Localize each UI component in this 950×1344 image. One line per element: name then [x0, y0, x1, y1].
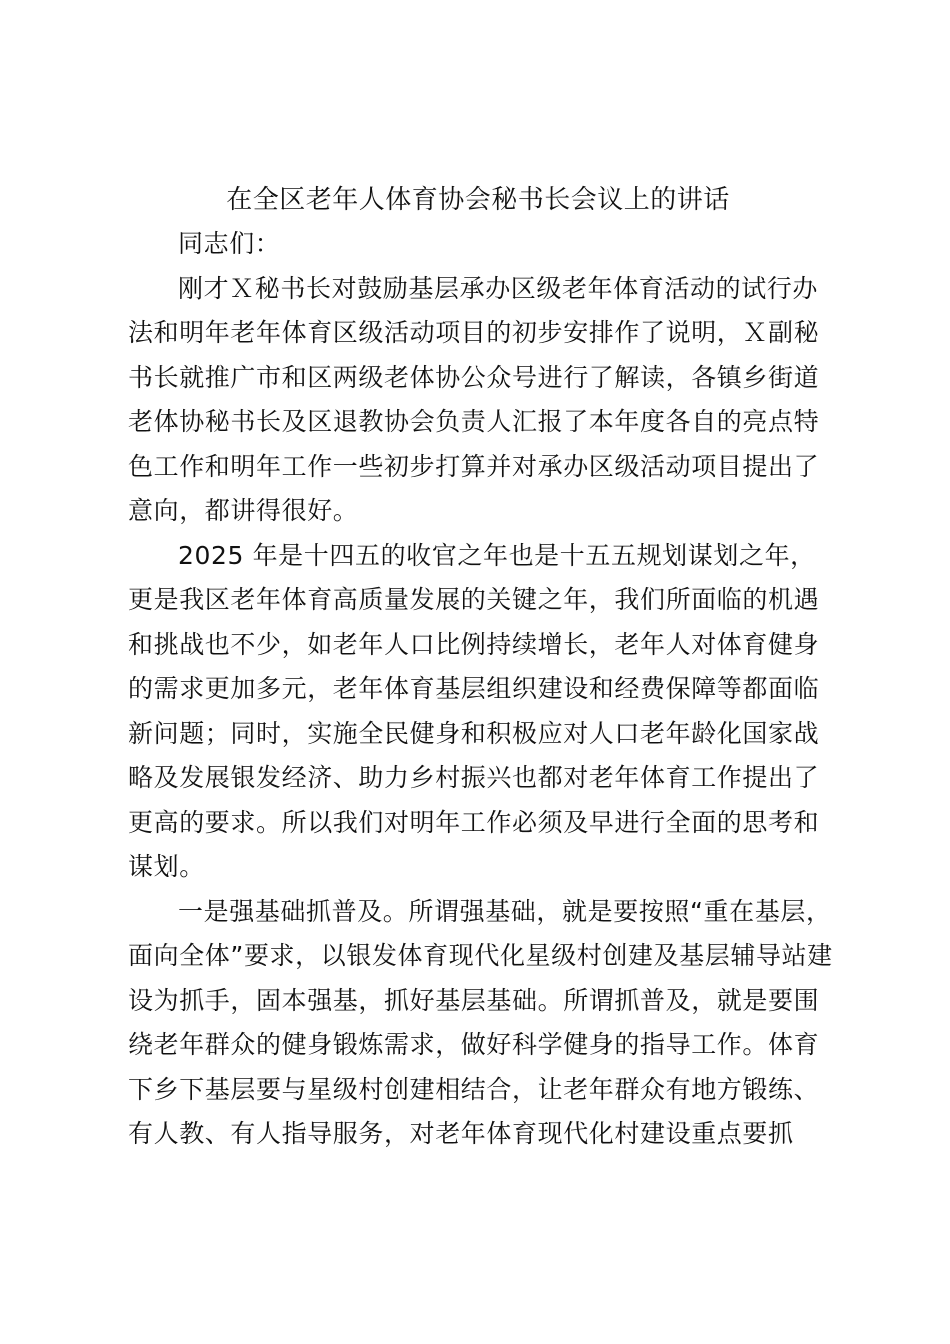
document-body — [128, 222, 833, 1157]
paragraph-line: 新问题；同时，实施全民健身和积极应对人口老年龄化国家战 — [128, 718, 820, 748]
paragraph-line: 有人教、有人指导服务，对老年体育现代化村建设重点要抓 — [128, 1119, 794, 1148]
paragraph-line: 更是我区老年体育高质量发展的关键之年，我们所面临的机遇 — [128, 585, 820, 614]
paragraph-line: 一是强基础抓普及。所谓强基础，就是要按照“重在基层， — [178, 896, 832, 926]
paragraph-line: 面向全体”要求，以银发体育现代化星级村创建及基层辅导站建 — [128, 941, 833, 970]
paragraph-line: 更高的要求。所以我们对明年工作必须及早进行全面的思考和 — [128, 807, 820, 837]
paragraph-line: 色工作和明年工作一些初步打算并对承办区级活动项目提出了 — [128, 451, 820, 481]
paragraph-line: 书长就推广市和区两级老体协公众号进行了解读，各镇乡街道 — [128, 362, 820, 392]
paragraph-1 — [128, 267, 828, 534]
paragraph-line: 老体协秘书长及区退教协会负责人汇报了本年度各自的亮点特 — [128, 407, 820, 436]
paragraph-line: 设为抓手，固本强基，抓好基层基础。所谓抓普及，就是要围 — [128, 985, 820, 1015]
document-title: 在全区老年人体育协会秘书长会议上的讲话 — [226, 185, 730, 215]
paragraph-3 — [128, 890, 833, 1157]
paragraph-line: 2025 年是十四五的收官之年也是十五五规划谋划之年， — [178, 540, 816, 570]
paragraph-line: 意向，都讲得很好。 — [128, 496, 359, 525]
paragraph-line: 和挑战也不少，如老年人口比例持续增长，老年人对体育健身 — [128, 629, 820, 659]
paragraph-line: 绕老年群众的健身锻炼需求，做好科学健身的指导工作。体育 — [128, 1030, 820, 1059]
paragraph-line: 法和明年老年体育区级活动项目的初步安排作了说明，Ｘ副秘 — [128, 318, 820, 347]
paragraph-2 — [128, 534, 828, 890]
salutation: 同志们： — [178, 229, 281, 258]
paragraph-line: 的需求更加多元，老年体育基层组织建设和经费保障等都面临 — [128, 674, 820, 703]
paragraph-line: 刚才Ｘ秘书长对鼓励基层承办区级老年体育活动的试行办 — [178, 273, 819, 303]
paragraph-line: 下乡下基层要与星级村创建相结合，让老年群众有地方锻练、 — [128, 1074, 820, 1104]
paragraph-line: 谋划。 — [128, 852, 205, 881]
paragraph-line: 略及发展银发经济、助力乡村振兴也都对老年体育工作提出了 — [128, 763, 820, 792]
